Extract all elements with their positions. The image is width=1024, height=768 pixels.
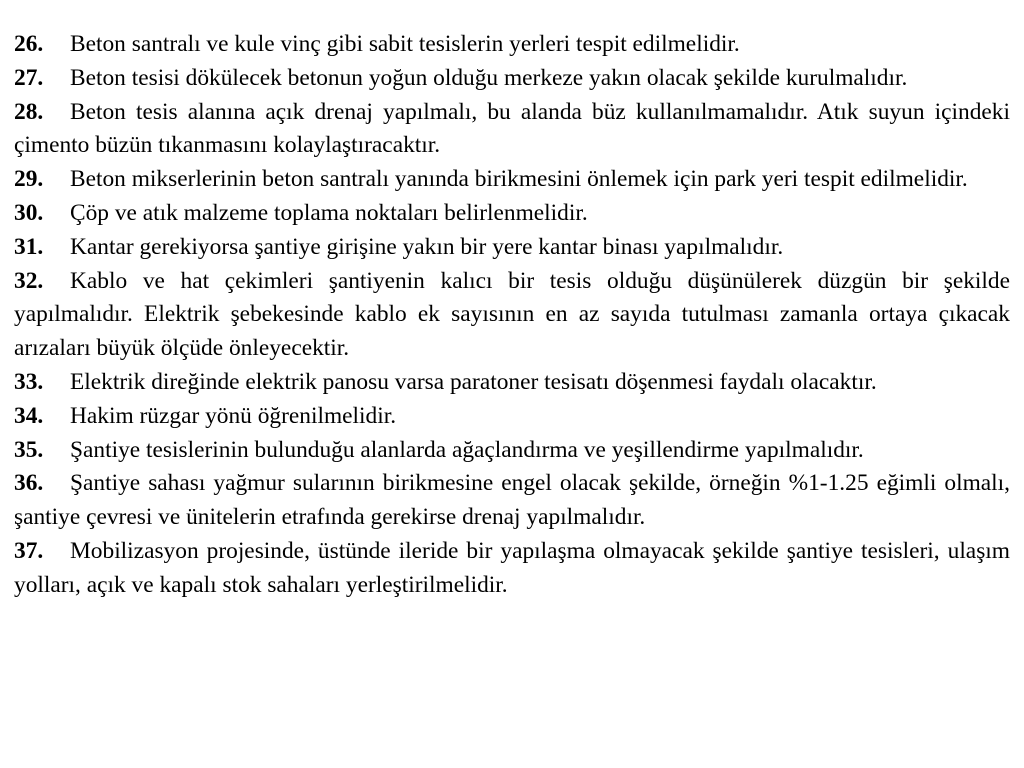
item-number: 35. [14,436,44,463]
numbered-list [14,28,1010,603]
list-item-32 [14,265,1010,366]
item-text: Beton tesis alanına açık drenaj yapılmalı, bu alanda büz kullanılmamalıdır. Atık suyun içindeki çimento büzün tıkanmasını kolaylaştıracaktır. [14,98,1010,159]
list-item-28 [14,96,1010,164]
item-number: 37. [14,537,44,564]
item-text: Şantiye tesislerinin bulunduğu alanlarda ağaçlandırma ve yeşillendirme yapılmalıdır. [70,436,864,463]
item-number: 36. [14,470,44,497]
list-item-37 [14,535,1010,603]
item-text: Hakim rüzgar yönü öğrenilmelidir. [70,402,397,429]
item-number: 26. [14,31,44,57]
item-number: 32. [14,267,44,294]
list-item-26 [14,28,1010,62]
item-number: 27. [14,64,44,91]
list-item-29 [14,163,1010,197]
item-number: 31. [14,233,44,260]
item-number: 33. [14,368,44,395]
item-text: Beton tesisi dökülecek betonun yoğun olduğu merkeze yakın olacak şekilde kurulmalıdır. [70,64,908,91]
list-item-36 [14,467,1010,535]
item-text: Beton mikserlerinin beton santralı yanında birikmesini önlemek için park yeri tespit edilmelidir. [70,166,968,193]
list-item-31 [14,231,1010,265]
item-text: Beton santralı ve kule vinç gibi sabit tesislerin yerleri tespit edilmelidir. [70,31,740,57]
list-item-33 [14,366,1010,400]
item-text: Kablo ve hat çekimleri şantiyenin kalıcı bir tesis olduğu düşünülerek düzgün bir şekilde yapılmalıdır. Elektrik şebekesinde kablo ek sayısının en az sayıda tutulması zamanla ortaya çıkacak arızaları büyük ölçüde önleyecektir. [14,267,1010,362]
list-item-27 [14,62,1010,96]
item-text: Çöp ve atık malzeme toplama noktaları belirlenmelidir. [70,199,588,226]
item-text: Şantiye sahası yağmur sularının birikmesine engel olacak şekilde, örneğin %1-1.25 eğimli olmalı, şantiye çevresi ve ünitelerin etrafında gerekirse drenaj yapılmalıdır. [14,470,1010,531]
list-item-30 [14,197,1010,231]
item-text: Mobilizasyon projesinde, üstünde ileride bir yapılaşma olmayacak şekilde şantiye tesisleri, ulaşım yolları, açık ve kapalı stok sahaları yerleştirilmelidir. [14,537,1010,598]
item-number: 29. [14,166,44,193]
item-text: Elektrik direğinde elektrik panosu varsa paratoner tesisatı döşenmesi faydalı olacaktır. [70,368,877,395]
item-number: 30. [14,199,44,226]
item-text: Kantar gerekiyorsa şantiye girişine yakın bir yere kantar binası yapılmalıdır. [70,233,784,260]
item-number: 34. [14,402,44,429]
item-number: 28. [14,98,44,125]
list-item-35 [14,434,1010,468]
list-item-34 [14,400,1010,434]
